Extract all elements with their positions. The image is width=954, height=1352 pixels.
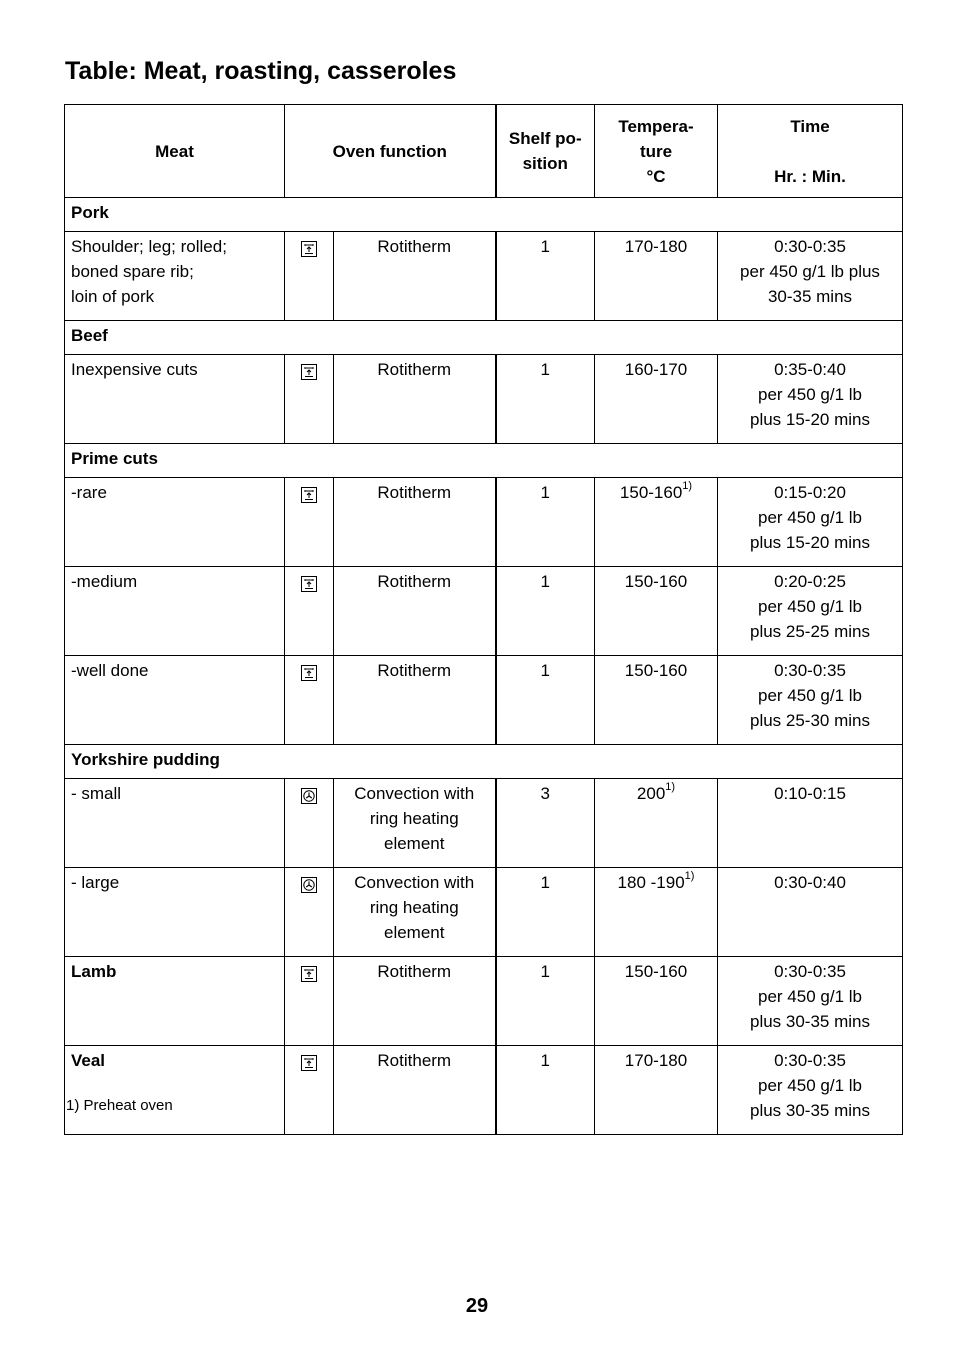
time-cell: 0:35-0:40 per 450 g/1 lb plus 15-20 mins [718, 355, 903, 444]
time-cell: 0:30-0:35 per 450 g/1 lb plus 25-30 mins [718, 656, 903, 745]
oven-function-icon-cell [285, 478, 334, 567]
time-cell: 0:30-0:35 per 450 g/1 lb plus 30-35 mins [718, 232, 903, 321]
meat-cell: Shoulder; leg; rolled; boned spare rib; loin of pork [65, 232, 285, 321]
table-row [65, 232, 903, 321]
temperature-cell: 200$^{1)}$ [595, 779, 718, 868]
shelf-position-cell: 1 [496, 1046, 595, 1135]
oven-function-cell: Rotitherm [334, 232, 496, 321]
category-label: Yorkshire pudding [65, 745, 903, 779]
header-temperature: Tempera- ture °C [595, 105, 718, 198]
time-cell: 0:30-0:35 per 450 g/1 lb plus 30-35 mins [718, 1046, 903, 1135]
category-label: Prime cuts [65, 444, 903, 478]
oven-function-cell: Rotitherm [334, 957, 496, 1046]
oven-function-cell: Convection with ring heating element [334, 779, 496, 868]
header-time: Time Hr. : Min. [718, 105, 903, 198]
oven-function-cell: Rotitherm [334, 478, 496, 567]
temperature-cell: 150-160 [595, 957, 718, 1046]
oven-function-cell: Rotitherm [334, 656, 496, 745]
convection-icon [301, 878, 317, 897]
meat-cell: Inexpensive cuts [65, 355, 285, 444]
rotitherm-icon [301, 488, 317, 507]
meat-cell: - small [65, 779, 285, 868]
time-cell: 0:10-0:15 [718, 779, 903, 868]
preheat-footnote-marker: 1) [684, 870, 695, 883]
header-shelf-position: Shelf po- sition [496, 105, 595, 198]
temperature-cell: 170-180 [595, 1046, 718, 1135]
time-cell: 0:30-0:35 per 450 g/1 lb plus 30-35 mins [718, 957, 903, 1046]
category-row [65, 321, 903, 355]
shelf-position-cell: 1 [496, 232, 595, 321]
category-row [65, 745, 903, 779]
temperature-cell: 150-160 [595, 656, 718, 745]
shelf-position-cell: 1 [496, 957, 595, 1046]
table-row [65, 957, 903, 1046]
temperature-cell: 170-180 [595, 232, 718, 321]
temperature-cell: 150-160$^{1)}$ [595, 478, 718, 567]
temperature-cell: 160-170 [595, 355, 718, 444]
meat-cell: -rare [65, 478, 285, 567]
table-row [65, 1046, 903, 1135]
oven-function-icon-cell [285, 567, 334, 656]
oven-function-icon-cell [285, 656, 334, 745]
shelf-position-cell: 1 [496, 567, 595, 656]
rotitherm-icon [301, 666, 317, 685]
shelf-position-cell: 1 [496, 355, 595, 444]
preheat-footnote-marker: 1) [665, 781, 676, 794]
rotitherm-icon [301, 242, 317, 261]
category-row [65, 198, 903, 232]
table-row [65, 868, 903, 957]
table-row [65, 567, 903, 656]
header-meat: Meat [65, 105, 285, 198]
temperature-cell: 150-160 [595, 567, 718, 656]
table-row [65, 779, 903, 868]
table-row [65, 478, 903, 567]
oven-function-icon-cell [285, 779, 334, 868]
meat-cell: - large [65, 868, 285, 957]
oven-function-icon-cell [285, 232, 334, 321]
oven-function-cell: Rotitherm [334, 355, 496, 444]
shelf-position-cell: 1 [496, 868, 595, 957]
convection-icon [301, 789, 317, 808]
time-cell: 0:20-0:25 per 450 g/1 lb plus 25-25 mins [718, 567, 903, 656]
meat-cell: Lamb [65, 957, 285, 1046]
footnote: 1) Preheat oven [66, 1097, 173, 1114]
oven-function-cell: Rotitherm [334, 1046, 496, 1135]
page-number: 29 [465, 1295, 489, 1317]
meat-cell: -well done [65, 656, 285, 745]
table-header-row [65, 105, 903, 198]
time-cell: 0:30-0:40 [718, 868, 903, 957]
time-cell: 0:15-0:20 per 450 g/1 lb plus 15-20 mins [718, 478, 903, 567]
rotitherm-icon [301, 365, 317, 384]
shelf-position-cell: 1 [496, 656, 595, 745]
oven-function-icon-cell [285, 355, 334, 444]
oven-function-cell: Convection with ring heating element [334, 868, 496, 957]
shelf-position-cell: 1 [496, 478, 595, 567]
rotitherm-icon [301, 1056, 317, 1075]
page-title: Table: Meat, roasting, casseroles [65, 57, 457, 85]
meat-cell: Veal [65, 1046, 285, 1135]
category-label: Pork [65, 198, 903, 232]
table-row [65, 656, 903, 745]
meat-cell: -medium [65, 567, 285, 656]
oven-function-icon-cell [285, 1046, 334, 1135]
shelf-position-cell: 3 [496, 779, 595, 868]
preheat-footnote-marker: 1) [682, 480, 693, 493]
oven-function-icon-cell [285, 957, 334, 1046]
oven-function-icon-cell [285, 868, 334, 957]
meat-roasting-table [64, 104, 903, 1135]
table-row [65, 355, 903, 444]
rotitherm-icon [301, 967, 317, 986]
table-body [65, 198, 903, 1135]
category-label: Beef [65, 321, 903, 355]
header-oven-function: Oven function [285, 105, 496, 198]
temperature-cell: 180 -190$^{1)}$ [595, 868, 718, 957]
oven-function-cell: Rotitherm [334, 567, 496, 656]
rotitherm-icon [301, 577, 317, 596]
category-row [65, 444, 903, 478]
